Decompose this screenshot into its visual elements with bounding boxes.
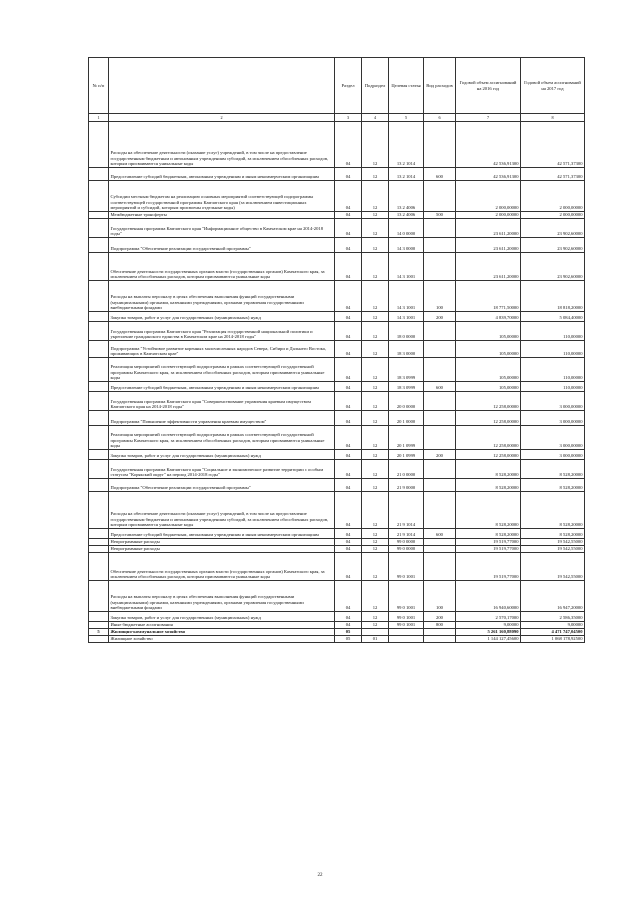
row-expense-type-cell [424, 539, 456, 546]
row-target-item-cell [389, 636, 424, 643]
row-target-item-cell: 18 3 0999 [389, 382, 424, 392]
row-amount-2016-cell: 23 611,20000 [456, 238, 521, 253]
row-number-cell [89, 411, 109, 426]
row-subsection-cell: 12 [362, 281, 389, 312]
header-name [109, 58, 335, 114]
table-row [89, 181, 585, 212]
row-number-cell [89, 479, 109, 492]
row-amount-2016-cell: 42 536,91300 [456, 168, 521, 181]
row-amount-2016-cell: 5 261 160,88090 [456, 629, 521, 636]
row-amount-2017-cell: 110,00000 [521, 341, 585, 358]
row-subsection-cell: 12 [362, 612, 389, 622]
row-name-cell: Предоставление субсидий бюджетным, автономным учреждениям и иным некоммерческим организациям [109, 529, 335, 539]
row-section-cell: 04 [335, 492, 362, 529]
table-row [89, 382, 585, 392]
row-number-cell [89, 341, 109, 358]
row-section-cell: 04 [335, 382, 362, 392]
row-name-cell: Государственная программа Камчатского края "Совершенствование управления краевым имуществом Камчатского края на 2014-2018 годы" [109, 392, 335, 411]
row-name-cell: Подпрограмма "Обеспечение реализации государственной программы" [109, 479, 335, 492]
row-amount-2017-cell: 5 084,40000 [521, 312, 585, 322]
row-amount-2016-cell: 8 528,20000 [456, 479, 521, 492]
row-number-cell [89, 181, 109, 212]
row-target-item-cell: 18 3 0999 [389, 358, 424, 382]
row-expense-type-cell [424, 358, 456, 382]
row-target-item-cell: 14 0 0000 [389, 219, 424, 238]
row-expense-type-cell: 100 [424, 581, 456, 612]
table-row [89, 529, 585, 539]
row-number-cell [89, 492, 109, 529]
row-name-cell: Реализация мероприятий соответствующей подпрограммы в рамках соответствующей государственной программы Камчатского края, за исключением обособленных расходов, которым присваиваются уникальные коды [109, 358, 335, 382]
row-amount-2017-cell: 23 902,60000 [521, 219, 585, 238]
row-number-cell [89, 168, 109, 181]
column-number: 3 [335, 114, 362, 122]
row-expense-type-cell: 200 [424, 612, 456, 622]
row-expense-type-cell [424, 122, 456, 168]
row-subsection-cell: 12 [362, 622, 389, 629]
table-row [89, 629, 585, 636]
row-expense-type-cell [424, 636, 456, 643]
page-number: 22 [317, 873, 323, 878]
table-row [89, 553, 585, 581]
row-section-cell: 04 [335, 546, 362, 553]
table-row [89, 392, 585, 411]
row-section-cell: 04 [335, 253, 362, 281]
row-amount-2017-cell: 8 528,20000 [521, 492, 585, 529]
row-amount-2017-cell: 19 542,55000 [521, 539, 585, 546]
budget-allocation-table [88, 57, 585, 643]
table-row [89, 281, 585, 312]
row-name-cell: Обеспечение деятельности государственных органов власти (государственных органов) Камчатского края, за исключением обособленных расходов, которым присваиваются уникальные коды [109, 553, 335, 581]
row-name-cell: Государственная программа Камчатского края "Социальное и экономическое развитие территории с особым статусом "Корякский округ" на период 2014-2018 годы" [109, 460, 335, 479]
row-subsection-cell: 12 [362, 238, 389, 253]
row-target-item-cell: 99 0 1001 [389, 612, 424, 622]
row-name-cell: Государственная программа Камчатского края "Реализация государственной национальной политики и укрепление гражданского единства в Камчатском крае на 2014-2018 годы" [109, 322, 335, 341]
row-target-item-cell: 20 1 0000 [389, 411, 424, 426]
row-target-item-cell: 14 3 1001 [389, 253, 424, 281]
column-number: 7 [456, 114, 521, 122]
row-amount-2016-cell: 23 611,20000 [456, 219, 521, 238]
row-number-cell [89, 219, 109, 238]
row-target-item-cell: 13 2 4006 [389, 212, 424, 219]
row-number-cell [89, 358, 109, 382]
row-expense-type-cell [424, 479, 456, 492]
row-expense-type-cell [424, 553, 456, 581]
row-name-cell: Обеспечение деятельности государственных органов власти (государственных органов) Камчатского края, за исключением обособленных расходов, которым присваиваются уникальные коды [109, 253, 335, 281]
column-number: 2 [109, 114, 335, 122]
row-target-item-cell: 14 3 1001 [389, 312, 424, 322]
row-section-cell: 04 [335, 529, 362, 539]
row-number-cell [89, 322, 109, 341]
budget-table-container [88, 57, 584, 643]
row-amount-2016-cell: 8 528,20000 [456, 529, 521, 539]
row-name-cell: Межбюджетные трансферты [109, 212, 335, 219]
row-number-cell [89, 581, 109, 612]
row-number-cell [89, 426, 109, 450]
row-section-cell: 04 [335, 219, 362, 238]
row-target-item-cell: 99 0 1001 [389, 622, 424, 629]
row-target-item-cell: 14 3 0000 [389, 238, 424, 253]
row-amount-2016-cell: 19 519,77000 [456, 553, 521, 581]
row-section-cell: 04 [335, 622, 362, 629]
row-amount-2016-cell: 16 940,60000 [456, 581, 521, 612]
row-subsection-cell: 12 [362, 122, 389, 168]
table-header-row [89, 58, 585, 114]
row-subsection-cell: 12 [362, 460, 389, 479]
row-subsection-cell: 12 [362, 553, 389, 581]
table-row [89, 450, 585, 460]
row-amount-2017-cell: 2 000,00000 [521, 181, 585, 212]
row-expense-type-cell [424, 392, 456, 411]
row-name-cell: Государственная программа Камчатского края "Информационное общество в Камчатском крае на 2014-2018 годы" [109, 219, 335, 238]
row-name-cell: Расходы на выплаты персоналу в целях обеспечения выполнения функций государственными (муниципальными) органами, казенными учреждениями, органами управления государственными внебюджетными фондами [109, 581, 335, 612]
row-section-cell: 04 [335, 281, 362, 312]
row-name-cell: Расходы на выплаты персоналу в целях обеспечения выполнения функций государственными (муниципальными) органами, казенными учреждениями, органами управления государственными внебюджетными фондами [109, 281, 335, 312]
row-name-cell: Непрограммные расходы [109, 539, 335, 546]
table-row [89, 479, 585, 492]
row-subsection-cell: 12 [362, 168, 389, 181]
row-amount-2016-cell: 8 528,20000 [456, 460, 521, 479]
row-amount-2016-cell: 105,00000 [456, 322, 521, 341]
row-subsection-cell: 12 [362, 581, 389, 612]
row-amount-2017-cell: 9,00000 [521, 622, 585, 629]
table-row [89, 411, 585, 426]
row-subsection-cell: 12 [362, 219, 389, 238]
row-number-cell [89, 529, 109, 539]
row-amount-2017-cell: 8 528,20000 [521, 460, 585, 479]
table-row [89, 358, 585, 382]
row-amount-2016-cell: 12 258,00000 [456, 426, 521, 450]
table-row [89, 168, 585, 181]
row-name-cell: Иные бюджетные ассигнования [109, 622, 335, 629]
row-target-item-cell: 18 0 0000 [389, 322, 424, 341]
row-subsection-cell: 12 [362, 212, 389, 219]
row-number-cell [89, 238, 109, 253]
row-section-cell: 04 [335, 322, 362, 341]
row-number-cell [89, 546, 109, 553]
row-name-cell: Закупка товаров, работ и услуг для государственных (муниципальных) нужд [109, 612, 335, 622]
column-number: 5 [389, 114, 424, 122]
table-row [89, 622, 585, 629]
row-section-cell: 04 [335, 341, 362, 358]
row-section-cell: 04 [335, 358, 362, 382]
row-number-cell [89, 553, 109, 581]
row-target-item-cell: 14 3 1001 [389, 281, 424, 312]
row-name-cell: Подпрограмма "Устойчивое развитие коренных малочисленных народов Севера, Сибири и Дальнего Востока, проживающих в Камчатском крае" [109, 341, 335, 358]
row-section-cell: 04 [335, 122, 362, 168]
row-expense-type-cell [424, 253, 456, 281]
row-amount-2017-cell: 23 902,60000 [521, 238, 585, 253]
row-amount-2016-cell: 105,00000 [456, 382, 521, 392]
table-row [89, 322, 585, 341]
row-target-item-cell: 21 9 1014 [389, 529, 424, 539]
table-row [89, 539, 585, 546]
row-target-item-cell: 13 2 4006 [389, 181, 424, 212]
row-expense-type-cell: 600 [424, 382, 456, 392]
column-number-row [89, 114, 585, 122]
row-expense-type-cell [424, 219, 456, 238]
row-amount-2016-cell: 19 519,77000 [456, 546, 521, 553]
row-amount-2017-cell: 3 000,00000 [521, 450, 585, 460]
row-target-item-cell: 13 2 1014 [389, 168, 424, 181]
row-amount-2016-cell: 18 771,50000 [456, 281, 521, 312]
row-expense-type-cell: 600 [424, 168, 456, 181]
row-target-item-cell: 20 1 0999 [389, 426, 424, 450]
row-number-cell [89, 636, 109, 643]
row-expense-type-cell [424, 411, 456, 426]
table-row [89, 253, 585, 281]
row-amount-2016-cell: 42 536,91300 [456, 122, 521, 168]
row-subsection-cell: 12 [362, 539, 389, 546]
table-row [89, 426, 585, 450]
row-subsection-cell: 12 [362, 392, 389, 411]
table-row [89, 219, 585, 238]
row-name-cell: Реализация мероприятий соответствующей подпрограммы в рамках соответствующей государственной программы Камчатского края, за исключением обособленных расходов, которым присваиваются уникальные коды [109, 426, 335, 450]
row-expense-type-cell [424, 492, 456, 529]
header-section: Раздел [335, 58, 362, 114]
column-number: 6 [424, 114, 456, 122]
row-number-cell [89, 253, 109, 281]
row-amount-2017-cell: 8 528,20000 [521, 529, 585, 539]
row-section-cell: 04 [335, 460, 362, 479]
column-number: 4 [362, 114, 389, 122]
row-section-cell: 04 [335, 212, 362, 219]
row-number-cell: 5 [89, 629, 109, 636]
row-expense-type-cell [424, 238, 456, 253]
row-name-cell: Предоставление субсидий бюджетным, автономным учреждениям и иным некоммерческим организациям [109, 168, 335, 181]
row-amount-2017-cell: 19 542,55000 [521, 546, 585, 553]
row-expense-type-cell [424, 629, 456, 636]
row-subsection-cell: 12 [362, 426, 389, 450]
row-number-cell [89, 312, 109, 322]
row-amount-2017-cell: 1 068 178,92500 [521, 636, 585, 643]
row-section-cell: 04 [335, 450, 362, 460]
row-name-cell: Жилищное хозяйство [109, 636, 335, 643]
row-target-item-cell: 13 2 1014 [389, 122, 424, 168]
row-subsection-cell [362, 629, 389, 636]
row-name-cell: Подпрограмма "Обеспечение реализации государственной программы" [109, 238, 335, 253]
row-name-cell: Предоставление субсидий бюджетным, автономным учреждениям и иным некоммерческим организациям [109, 382, 335, 392]
row-number-cell [89, 622, 109, 629]
row-name-cell: Закупка товаров, работ и услуг для государственных (муниципальных) нужд [109, 312, 335, 322]
row-amount-2016-cell: 23 611,20000 [456, 253, 521, 281]
row-amount-2017-cell: 19 542,55000 [521, 553, 585, 581]
row-subsection-cell: 12 [362, 529, 389, 539]
row-amount-2017-cell: 110,00000 [521, 382, 585, 392]
row-section-cell: 04 [335, 238, 362, 253]
header-amount-2017: Годовой объем ассигнований на 2017 год [521, 58, 585, 114]
row-section-cell: 04 [335, 539, 362, 546]
row-amount-2017-cell: 18 818,20000 [521, 281, 585, 312]
row-amount-2016-cell: 2 000,00000 [456, 181, 521, 212]
row-expense-type-cell: 800 [424, 622, 456, 629]
row-amount-2016-cell: 105,00000 [456, 341, 521, 358]
row-amount-2017-cell: 110,00000 [521, 322, 585, 341]
row-target-item-cell [389, 629, 424, 636]
column-number: 8 [521, 114, 585, 122]
row-amount-2016-cell: 9,00000 [456, 622, 521, 629]
row-number-cell [89, 122, 109, 168]
table-row [89, 341, 585, 358]
row-amount-2017-cell: 2 000,00000 [521, 212, 585, 219]
table-row [89, 312, 585, 322]
row-amount-2017-cell: 42 571,37300 [521, 168, 585, 181]
row-amount-2016-cell: 2 000,00000 [456, 212, 521, 219]
table-row [89, 238, 585, 253]
row-section-cell: 04 [335, 479, 362, 492]
table-row [89, 212, 585, 219]
row-amount-2017-cell: 3 000,00000 [521, 426, 585, 450]
row-section-cell: 04 [335, 181, 362, 212]
row-target-item-cell: 20 0 0000 [389, 392, 424, 411]
row-amount-2016-cell: 8 528,20000 [456, 492, 521, 529]
row-amount-2017-cell: 3 000,00000 [521, 411, 585, 426]
table-row [89, 122, 585, 168]
row-amount-2016-cell: 1 144 127,45600 [456, 636, 521, 643]
row-subsection-cell: 12 [362, 322, 389, 341]
header-expense-type: Вид расходов [424, 58, 456, 114]
row-number-cell [89, 281, 109, 312]
table-row [89, 460, 585, 479]
table-row [89, 612, 585, 622]
row-amount-2017-cell: 4 471 747,04500 [521, 629, 585, 636]
row-target-item-cell: 21 9 0000 [389, 479, 424, 492]
row-target-item-cell: 20 1 0999 [389, 450, 424, 460]
row-name-cell: Расходы на обеспечение деятельности (оказание услуг) учреждений, в том числе на предоставление государственным бюджетным и автономным учреждениям субсидий, за исключением обособленных расходов, которым присваиваются уникальные коды [109, 492, 335, 529]
row-target-item-cell: 99 0 0000 [389, 546, 424, 553]
row-name-cell: Расходы на обеспечение деятельности (оказание услуг) учреждений, в том числе на предоставление государственным бюджетным и автономным учреждениям субсидий, за исключением обособленных расходов, которым присваиваются уникальные коды [109, 122, 335, 168]
table-row [89, 546, 585, 553]
header-amount-2016: Годовой объем ассигнований на 2016 год [456, 58, 521, 114]
row-number-cell [89, 382, 109, 392]
row-expense-type-cell [424, 546, 456, 553]
row-expense-type-cell: 200 [424, 450, 456, 460]
row-expense-type-cell [424, 426, 456, 450]
row-target-item-cell: 21 9 1014 [389, 492, 424, 529]
header-target-item: Целевая статья [389, 58, 424, 114]
row-subsection-cell: 12 [362, 358, 389, 382]
row-expense-type-cell: 500 [424, 212, 456, 219]
row-number-cell [89, 212, 109, 219]
row-section-cell: 04 [335, 411, 362, 426]
row-amount-2017-cell: 23 902,60000 [521, 253, 585, 281]
row-expense-type-cell: 200 [424, 312, 456, 322]
row-subsection-cell: 01 [362, 636, 389, 643]
row-subsection-cell: 12 [362, 341, 389, 358]
row-number-cell [89, 612, 109, 622]
row-amount-2016-cell: 2 570,17000 [456, 612, 521, 622]
row-expense-type-cell [424, 322, 456, 341]
row-subsection-cell: 12 [362, 546, 389, 553]
row-number-cell [89, 539, 109, 546]
row-target-item-cell: 21 0 0000 [389, 460, 424, 479]
row-number-cell [89, 392, 109, 411]
row-amount-2016-cell: 4 839,70000 [456, 312, 521, 322]
row-target-item-cell: 99 0 0000 [389, 539, 424, 546]
row-section-cell: 05 [335, 629, 362, 636]
table-row [89, 492, 585, 529]
table-row [89, 581, 585, 612]
row-section-cell: 04 [335, 312, 362, 322]
row-number-cell [89, 450, 109, 460]
row-number-cell [89, 460, 109, 479]
row-amount-2017-cell: 16 947,20000 [521, 581, 585, 612]
row-subsection-cell: 12 [362, 450, 389, 460]
row-amount-2016-cell: 105,00000 [456, 358, 521, 382]
row-section-cell: 04 [335, 392, 362, 411]
row-subsection-cell: 12 [362, 492, 389, 529]
row-target-item-cell: 18 3 0000 [389, 341, 424, 358]
row-subsection-cell: 12 [362, 382, 389, 392]
row-amount-2016-cell: 12 258,00000 [456, 411, 521, 426]
row-amount-2016-cell: 12 258,00000 [456, 450, 521, 460]
row-expense-type-cell: 100 [424, 281, 456, 312]
row-subsection-cell: 12 [362, 479, 389, 492]
row-amount-2017-cell: 42 571,37300 [521, 122, 585, 168]
table-row [89, 636, 585, 643]
row-target-item-cell: 99 0 1001 [389, 553, 424, 581]
row-section-cell: 05 [335, 636, 362, 643]
row-amount-2017-cell: 110,00000 [521, 358, 585, 382]
row-section-cell: 04 [335, 612, 362, 622]
row-section-cell: 04 [335, 426, 362, 450]
row-section-cell: 04 [335, 168, 362, 181]
row-amount-2017-cell: 2 586,35000 [521, 612, 585, 622]
row-name-cell: Непрограммные расходы [109, 546, 335, 553]
row-name-cell: Закупка товаров, работ и услуг для государственных (муниципальных) нужд [109, 450, 335, 460]
row-expense-type-cell [424, 460, 456, 479]
row-subsection-cell: 12 [362, 253, 389, 281]
column-number: 1 [89, 114, 109, 122]
row-amount-2016-cell: 19 519,77000 [456, 539, 521, 546]
row-amount-2017-cell: 8 528,20000 [521, 479, 585, 492]
row-expense-type-cell: 600 [424, 529, 456, 539]
row-subsection-cell: 12 [362, 181, 389, 212]
row-name-cell: Жилищно-коммунальное хозяйство [109, 629, 335, 636]
row-expense-type-cell [424, 341, 456, 358]
header-subsection: Подраздел [362, 58, 389, 114]
row-section-cell: 04 [335, 581, 362, 612]
row-target-item-cell: 99 0 1001 [389, 581, 424, 612]
row-subsection-cell: 12 [362, 411, 389, 426]
row-subsection-cell: 12 [362, 312, 389, 322]
row-name-cell: Подпрограмма "Повышение эффективности управления краевым имуществом" [109, 411, 335, 426]
row-amount-2017-cell: 3 000,00000 [521, 392, 585, 411]
row-amount-2016-cell: 12 258,00000 [456, 392, 521, 411]
row-name-cell: Субсидии местным бюджетам на реализацию основных мероприятий соответствующей подпрограммы соответствующей государственной программы Камчатского края (за исключением инвестиционных мероприятий и субсидий, которым присвоены отдельные коды) [109, 181, 335, 212]
row-section-cell: 04 [335, 553, 362, 581]
header-number: № п/п [89, 58, 109, 114]
row-expense-type-cell [424, 181, 456, 212]
